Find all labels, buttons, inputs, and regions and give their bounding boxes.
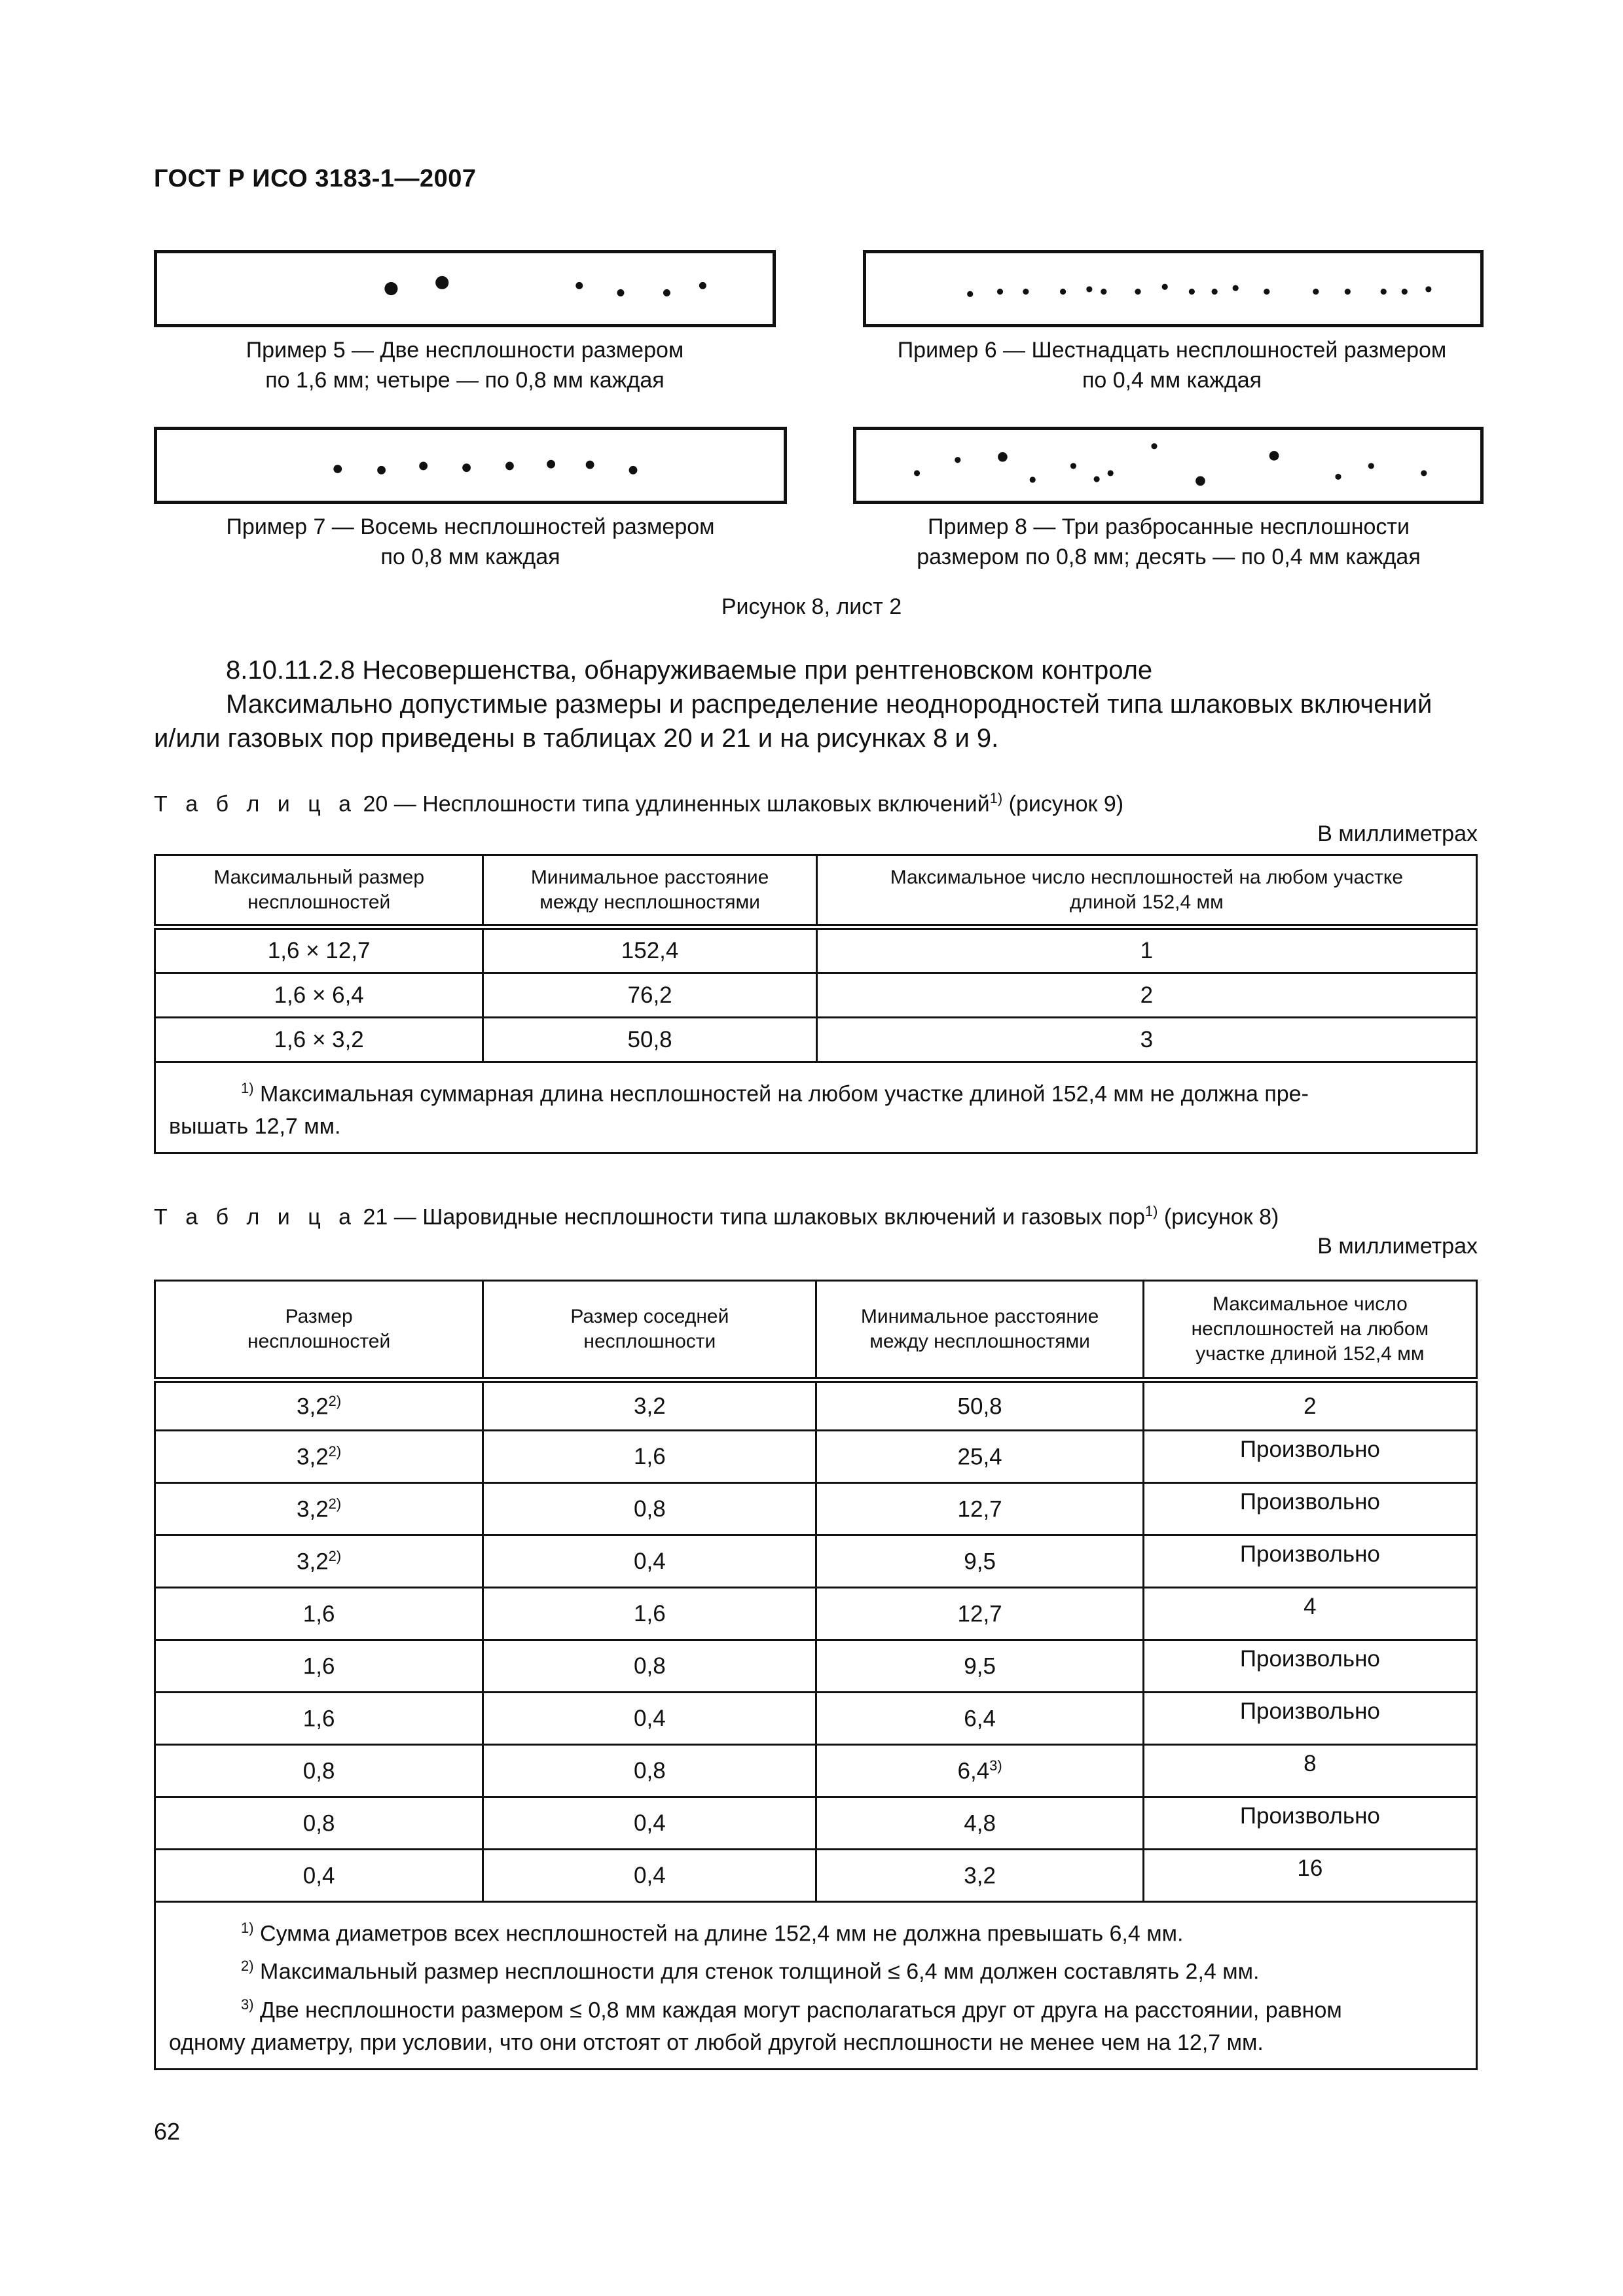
- table-cell: 1,6 × 12,7: [155, 927, 483, 973]
- example-7-dots: [157, 430, 784, 501]
- table-cell: 1,6: [483, 1431, 816, 1483]
- table-cell: 6,4: [816, 1693, 1143, 1745]
- table-21-caption: Т а б л и ц а 21 — Шаровидные несплошности типа шлаковых включений и газовых пор$^{1)}$ (рисунок 8): [154, 1203, 1279, 1230]
- example-7-caption: Пример 7 — Восемь несплошностей размером по 0,8 мм каждая: [226, 514, 715, 569]
- table-cell: 3,2: [483, 1380, 816, 1431]
- table-20-header-cell: Максимальный размер несплошностей: [155, 855, 483, 927]
- table-cell: 0,4: [155, 1850, 483, 1902]
- table-cell: 2: [1143, 1380, 1476, 1431]
- example-5-panel: [154, 250, 776, 327]
- table-cell: 9,5: [816, 1640, 1143, 1693]
- example-6-caption: Пример 6 — Шестнадцать несплошностей размером по 0,4 мм каждая: [897, 338, 1447, 393]
- table-cell: 1,6 × 3,2: [155, 1018, 483, 1062]
- table-row: [155, 1380, 1477, 1431]
- table-row: [155, 1431, 1477, 1483]
- figure-caption: Рисунок 8, лист 2: [721, 594, 902, 619]
- table-cell: Произвольно: [1143, 1431, 1476, 1483]
- table-21-unit: В миллиметрах: [1317, 1234, 1478, 1259]
- table-cell: Произвольно: [1143, 1693, 1476, 1745]
- table-cell: Произвольно: [1143, 1640, 1476, 1693]
- table-20: [154, 854, 1478, 1154]
- table-cell: 2: [816, 973, 1476, 1018]
- table-cell: 9,5: [816, 1535, 1143, 1588]
- table-cell: 25,4: [816, 1431, 1143, 1483]
- table-21-header-cell: Размер соседней несплошности: [483, 1281, 816, 1380]
- table-cell: 1,6: [155, 1588, 483, 1640]
- table-cell: 16: [1143, 1850, 1476, 1902]
- example-7-panel: [154, 427, 787, 504]
- table-row: [155, 973, 1477, 1018]
- document-header: ГОСТ Р ИСО 3183-1—2007: [154, 165, 477, 192]
- table-20-unit: В миллиметрах: [1317, 821, 1478, 846]
- table-cell: 1,6: [483, 1588, 816, 1640]
- table-cell: 3: [816, 1018, 1476, 1062]
- table-21-header-cell: Максимальное число несплошностей на любом участке длиной 152,4 мм: [1143, 1281, 1476, 1380]
- example-5-caption: Пример 5 — Две несплошности размером по 1,6 мм; четыре — по 0,8 мм каждая: [246, 338, 684, 393]
- table-cell: 76,2: [483, 973, 816, 1018]
- table-cell: 3,2$^{2)}$: [155, 1535, 483, 1588]
- table-cell: 12,7: [816, 1483, 1143, 1535]
- paragraph-line-1: Максимально допустимые размеры и распределение неоднородностей типа шлаковых включений: [226, 690, 1432, 719]
- table-cell: 0,4: [483, 1797, 816, 1850]
- table-cell: 0,8: [483, 1745, 816, 1797]
- table-cell: 50,8: [483, 1018, 816, 1062]
- table-cell: 0,8: [155, 1797, 483, 1850]
- page-number: 62: [154, 2118, 181, 2145]
- table-21: [154, 1280, 1478, 2070]
- table-cell: 50,8: [816, 1380, 1143, 1431]
- table-cell: Произвольно: [1143, 1797, 1476, 1850]
- paragraph-line-2: и/или газовых пор приведены в таблицах 20 и 21 и на рисунках 8 и 9.: [154, 724, 999, 753]
- table-cell: 0,4: [483, 1850, 816, 1902]
- example-6-dots: [866, 253, 1480, 324]
- table-21-header-cell: Размер несплошностей: [155, 1281, 483, 1380]
- table-cell: Произвольно: [1143, 1535, 1476, 1588]
- table-20-caption: Т а б л и ц а 20 — Несплошности типа удлиненных шлаковых включений$^{1)}$ (рисунок 9): [154, 790, 1124, 817]
- table-21-header-cell: Минимальное расстояние между несплошностями: [816, 1281, 1143, 1380]
- example-8-caption: Пример 8 — Три разбросанные несплошности размером по 0,8 мм; десять — по 0,4 мм каждая: [917, 514, 1421, 569]
- table-cell: 4: [1143, 1588, 1476, 1640]
- table-20-header-cell: Минимальное расстояние между несплошностями: [483, 855, 816, 927]
- table-row: [155, 1535, 1477, 1588]
- table-21-footnotes: $^{1)}$ Сумма диаметров всех несплошностей на длине 152,4 мм не должна превышать 6,4 мм. $^{2)}$ Максимальный размер несплошности для стенок толщиной ≤ 6,4 мм должен составлять 2,4 мм. $^{3)}$ Две несплошности размером ≤ 0,8 мм каждая могут располагаться друг от друга на расстоянии, равном одному диаметру, при условии, что они отстоят от любой другой несплошности не менее чем на 12,7 мм.: [155, 1902, 1477, 2070]
- table-cell: 8: [1143, 1745, 1476, 1797]
- table-cell: 4,8: [816, 1797, 1143, 1850]
- table-row: [155, 1483, 1477, 1535]
- table-row: [155, 1797, 1477, 1850]
- table-cell: 1: [816, 927, 1476, 973]
- table-cell: 152,4: [483, 927, 816, 973]
- example-8-panel: [853, 427, 1484, 504]
- table-20-footnote: $^{1)}$ Максимальная суммарная длина несплошностей на любом участке длиной 152,4 мм не должна пре- вышать 12,7 мм.: [155, 1062, 1477, 1153]
- table-cell: 3,2$^{2)}$: [155, 1431, 483, 1483]
- table-row: [155, 1693, 1477, 1745]
- table-cell: 3,2$^{2)}$: [155, 1380, 483, 1431]
- example-8-dots: [856, 430, 1480, 501]
- table-cell: 3,2: [816, 1850, 1143, 1902]
- table-row: [155, 1588, 1477, 1640]
- table-cell: 1,6: [155, 1693, 483, 1745]
- table-cell: 0,4: [483, 1693, 816, 1745]
- table-row: [155, 1640, 1477, 1693]
- table-cell: 0,8: [483, 1483, 816, 1535]
- table-cell: 1,6 × 6,4: [155, 973, 483, 1018]
- table-cell: 6,4$^{3)}$: [816, 1745, 1143, 1797]
- example-5-dots: [157, 253, 773, 324]
- table-cell: 1,6: [155, 1640, 483, 1693]
- table-row: [155, 1018, 1477, 1062]
- table-cell: 0,8: [483, 1640, 816, 1693]
- table-cell: Произвольно: [1143, 1483, 1476, 1535]
- table-cell: 0,8: [155, 1745, 483, 1797]
- table-cell: 3,2$^{2)}$: [155, 1483, 483, 1535]
- table-row: [155, 927, 1477, 973]
- table-cell: 12,7: [816, 1588, 1143, 1640]
- section-title: 8.10.11.2.8 Несовершенства, обнаруживаемые при рентгеновском контроле: [226, 656, 1153, 685]
- table-row: [155, 1850, 1477, 1902]
- table-cell: 0,4: [483, 1535, 816, 1588]
- example-6-panel: [863, 250, 1484, 327]
- table-row: [155, 1745, 1477, 1797]
- table-20-header-cell: Максимальное число несплошностей на любом участке длиной 152,4 мм: [816, 855, 1476, 927]
